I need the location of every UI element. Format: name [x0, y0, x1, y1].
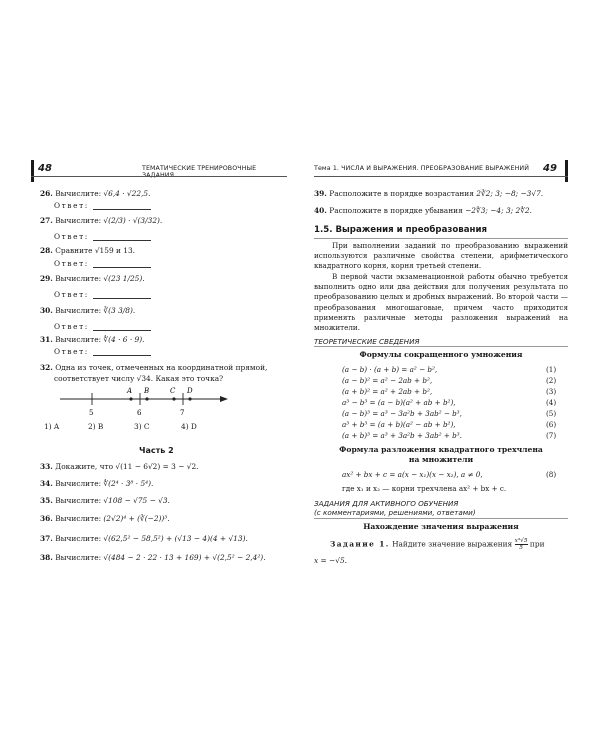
problem-expression: √(23 1/25). [103, 274, 145, 283]
problem-32-line2: соответствует числу √34. Какая это точка? [54, 374, 224, 383]
formula-7-number: (7) [546, 431, 557, 440]
problem-number: 33. [40, 462, 53, 471]
problem-27 [40, 216, 162, 226]
task-1-line2: x = −√5. [314, 556, 348, 565]
problem-number: 35. [40, 496, 53, 505]
problem-text: Расположите в порядке возрастания [329, 189, 474, 198]
theory-rule [314, 346, 568, 347]
factor-heading-line1: Формула разложения квадратного трехчлена [339, 445, 543, 454]
problem-text: Сравните √159 и 13. [55, 246, 136, 255]
tick-label-5: 5 [89, 409, 94, 417]
answer-label: Ответ: [54, 201, 89, 210]
task-1 [330, 538, 545, 551]
fraction-numerator: x³√5 [514, 538, 528, 544]
formula-5: (a − b)³ = a³ − 3a²b + 3ab² − b³, [342, 409, 462, 418]
problem-expression: √(484 − 2 · 22 · 13 + 169) + √(2,5² − 2,4²). [103, 553, 266, 562]
tick-label-6: 6 [137, 409, 142, 417]
formula-6-number: (6) [546, 420, 557, 429]
formula-3: (a + b)² = a² + 2ab + b², [342, 387, 433, 396]
point-a-label: A [127, 387, 133, 395]
header-title: ТЕМАТИЧЕСКИЕ ТРЕНИРОВОЧНЫЕ [142, 165, 257, 172]
problem-text: Вычислите: [55, 496, 102, 505]
answer-line-29 [54, 290, 151, 299]
task-fraction [515, 538, 528, 551]
problem-number: 27. [40, 216, 53, 225]
header-bar [565, 160, 568, 182]
problem-expression: (2√2)⁴ + (∛(−2))³. [103, 514, 170, 523]
section-paragraph-1: При выполнении заданий по преобразованию выражений используются различные свойства степени, арифметического квадратного корня, корня третьей степени. [314, 241, 568, 271]
problem-number: 28. [40, 246, 53, 255]
header-title: Тема 1. ЧИСЛА И ВЫРАЖЕНИЯ. ПРЕОБРАЗОВАНИЕ ВЫРАЖЕНИЙ [314, 165, 530, 172]
formula-1-number: (1) [546, 365, 557, 374]
answer-line-28 [54, 259, 151, 268]
active-rule [314, 518, 568, 519]
problem-39 [314, 189, 543, 199]
part-2-heading: Часть 2 [139, 446, 174, 455]
point-c [172, 397, 175, 400]
task-text: Найдите значение выражения [392, 539, 513, 549]
problem-expression: √(2/3) · √(3/32). [103, 216, 163, 225]
formula-5-number: (5) [546, 409, 557, 418]
problem-30 [40, 306, 135, 316]
problem-expression: √6,4 · √22,5. [103, 189, 151, 198]
problem-29 [40, 274, 145, 284]
problem-38 [40, 553, 266, 563]
answer-line-31 [54, 347, 151, 356]
active-learning-label [314, 499, 476, 517]
problem-text: Вычислите: [55, 274, 102, 283]
answer-label: Ответ: [54, 322, 89, 331]
formula-2: (a − b)² = a² − 2ab + b², [342, 376, 433, 385]
problem-number: 39. [314, 189, 327, 198]
task-label: Задание 1. [330, 539, 390, 549]
point-b-label: B [144, 387, 150, 395]
problem-expression: √(62,5² − 58,5²) + (√13 − 4)(4 + √13). [103, 534, 248, 543]
option-1[interactable]: 1) A [44, 422, 60, 431]
finding-heading: Нахождение значения выражения [363, 522, 519, 531]
answer-blank[interactable] [93, 202, 151, 210]
problem-33 [40, 462, 199, 472]
problem-32 [40, 363, 267, 373]
formula-6: a³ + b³ = (a + b)(a² − ab + b²), [342, 420, 456, 429]
formula-7: (a + b)³ = a³ + 3a²b + 3ab² + b³. [342, 431, 462, 440]
problem-text: Вычислите: [55, 189, 102, 198]
answer-label: Ответ: [54, 259, 89, 268]
problem-number: 29. [40, 274, 53, 283]
point-c-label: C [170, 387, 176, 395]
problem-34 [40, 479, 153, 489]
point-a [129, 397, 132, 400]
problem-number: 34. [40, 479, 53, 488]
option-4[interactable]: 4) D [181, 422, 197, 431]
problem-expression: −2∜3; −4; 3; 2∜2. [465, 206, 532, 215]
answer-blank[interactable] [93, 348, 151, 356]
factor-heading-line2: на множители [408, 455, 474, 464]
formula-4-number: (4) [546, 398, 557, 407]
section-paragraph-2: В первой части экзаменационной работы обычно требуется выполнить одно или два действия для получения результата по преобразованию целых и дробных выражений. Во второй части — преобразования многошаговые, причем часто приходится применять различные методы разложения выражений на множители. [314, 272, 568, 333]
answer-line-26 [54, 201, 151, 210]
problem-number: 31. [40, 335, 53, 344]
problem-text: Вычислите: [55, 514, 102, 523]
header-rule [314, 176, 568, 177]
answer-blank[interactable] [93, 233, 151, 241]
problem-expression: ∛(3 3/8). [103, 306, 136, 315]
formula-3-number: (3) [546, 387, 557, 396]
left-page-header [31, 160, 287, 182]
problem-31 [40, 335, 144, 345]
formula-4: a³ − b³ = (a − b)(a² + ab + b²), [342, 398, 456, 407]
formulas-heading: Формулы сокращенного умножения [359, 350, 523, 359]
answer-label: Ответ: [54, 232, 89, 241]
point-d-label: D [187, 387, 193, 395]
answer-label: Ответ: [54, 347, 89, 356]
header-bar [31, 160, 34, 182]
point-b [145, 397, 148, 400]
number-line [60, 387, 240, 427]
problem-text: Расположите в порядке убывания [329, 206, 463, 215]
problem-text: Вычислите: [55, 335, 102, 344]
tick-label-7: 7 [180, 409, 185, 417]
problem-text: Вычислите: [55, 216, 102, 225]
problem-number: 37. [40, 534, 53, 543]
problem-text: Вычислите: [55, 534, 102, 543]
answer-label: Ответ: [54, 290, 89, 299]
problem-text: Вычислите: [55, 553, 102, 562]
right-page-header [314, 160, 568, 182]
factor-note: где x₁ и x₂ — корни трехчлена ax² + bx + c. [342, 484, 507, 493]
formula-1: (a − b) · (a + b) = a² − b², [342, 365, 438, 374]
point-d [188, 397, 191, 400]
option-3[interactable]: 3) C [134, 422, 150, 431]
problem-number: 32. [40, 363, 53, 372]
answer-blank[interactable] [93, 260, 151, 268]
answer-line-27 [54, 232, 151, 241]
problem-number: 26. [40, 189, 53, 198]
theory-label: ТЕОРЕТИЧЕСКИЕ СВЕДЕНИЯ [314, 337, 420, 346]
answer-blank[interactable] [93, 291, 151, 299]
problem-36 [40, 514, 170, 524]
problem-number: 38. [40, 553, 53, 562]
active-label-line2: (с комментариями, решениями, ответами) [314, 508, 476, 517]
problem-expression: ∜(4 · 6 · 9). [103, 335, 145, 344]
header-rule [31, 176, 287, 177]
answer-blank[interactable] [93, 323, 151, 331]
problem-35 [40, 496, 170, 506]
problem-40 [314, 206, 532, 216]
problem-text: Вычислите: [55, 479, 102, 488]
problem-26 [40, 189, 150, 199]
section-rule [314, 238, 568, 239]
option-2[interactable]: 2) B [88, 422, 104, 431]
page-number: 48 [38, 163, 52, 174]
formula-2-number: (2) [546, 376, 557, 385]
section-title: 1.5. Выражения и преобразования [314, 225, 487, 235]
problem-number: 30. [40, 306, 53, 315]
problem-expression: 2∛2; 3; −8; −3√7. [476, 189, 544, 198]
problem-number: 36. [40, 514, 53, 523]
factor-formula: ax² + bx + c = a(x − x₁)(x − x₂), a ≠ 0, [342, 470, 483, 479]
problem-number: 40. [314, 206, 327, 215]
answer-line-30 [54, 322, 151, 331]
task-tail: при [529, 539, 545, 549]
problem-text: Докажите, что √(11 − 6√2) = 3 − √2. [55, 462, 199, 471]
factor-formula-number: (8) [546, 470, 557, 479]
active-label-line1: ЗАДАНИЯ ДЛЯ АКТИВНОГО ОБУЧЕНИЯ [314, 499, 459, 508]
problem-text: Вычислите: [55, 306, 102, 315]
problem-37 [40, 534, 248, 544]
problem-expression: ∜(2⁴ · 3⁸ · 5⁴). [103, 479, 154, 488]
problem-28 [40, 246, 135, 256]
axis-arrow [220, 396, 228, 402]
problem-text: Одна из точек, отмеченных на координатной прямой, [55, 363, 268, 372]
problem-expression: √108 − √75 − √3. [103, 496, 170, 505]
page-number: 49 [543, 163, 557, 174]
fraction-denominator: 5 [519, 545, 523, 551]
